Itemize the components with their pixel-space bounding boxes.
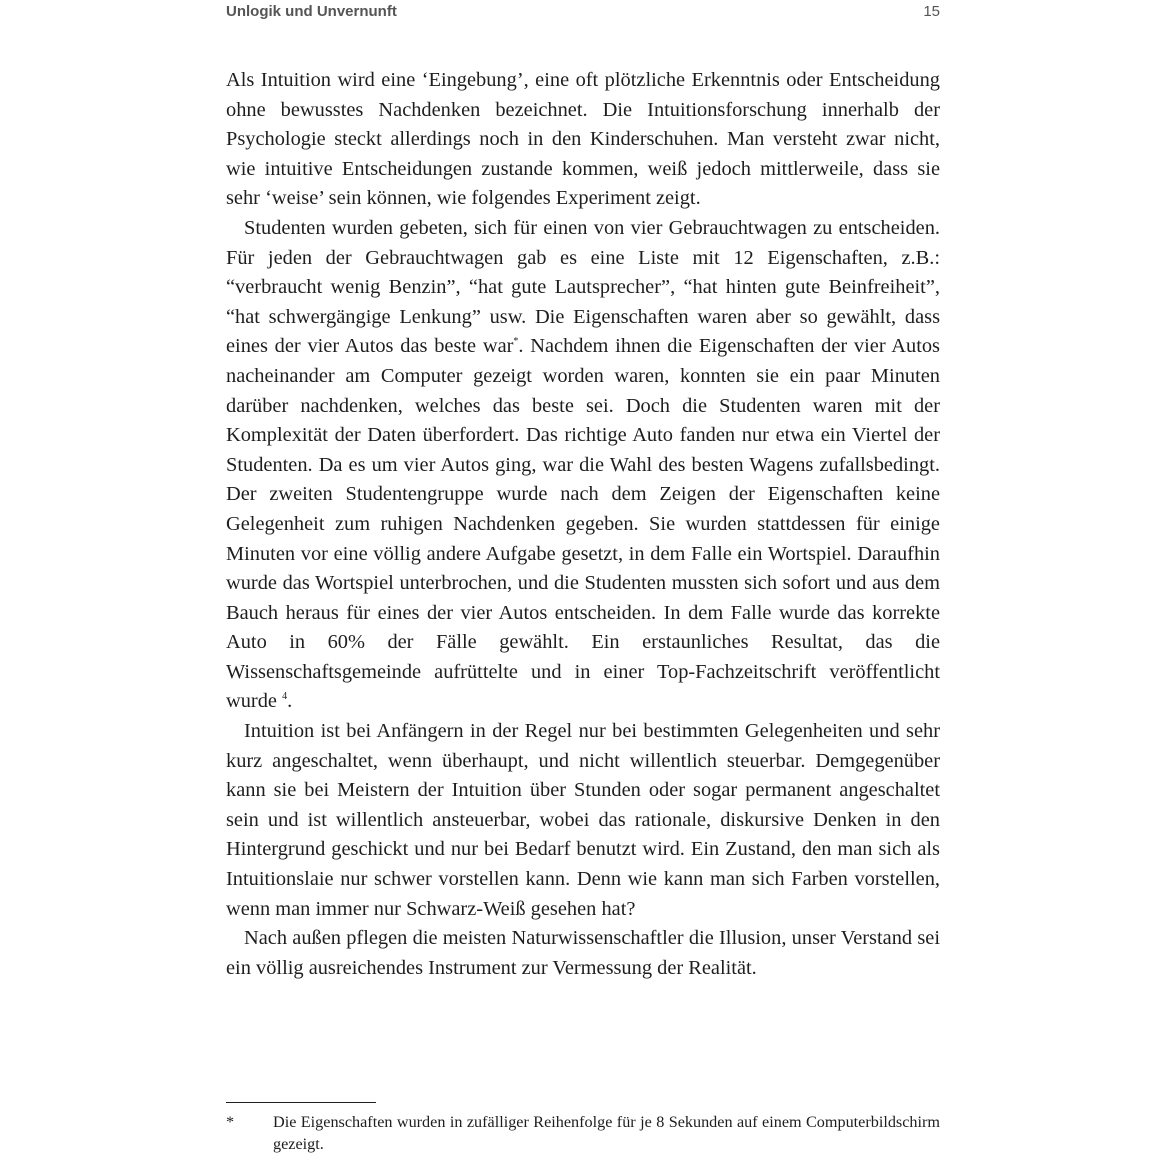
paragraph-experiment: [226, 214, 940, 717]
endnote-reference: 4: [282, 691, 288, 703]
footnote-text: Die Eigenschaften wurden in zufälliger Reihenfolge für je 8 Sekunden auf einem Computerbildschirm gezeigt.: [273, 1113, 940, 1153]
footnote-reference: *: [513, 336, 519, 348]
footnote-marker: *: [226, 1113, 235, 1131]
footnote: [226, 1112, 940, 1155]
page-number: 15: [923, 3, 940, 20]
paragraph-intuition-masters: Intuition ist bei Anfängern in der Regel nur bei bestimmten Gelegenheiten und sehr kurz angeschaltet, wenn überhaupt, und nicht willentlich steuerbar. Demgegenüber kann sie bei Meistern der Intuition über Stunden oder sogar permanent angeschaltet sein und ist willentlich ansteuerbar, wobei das rationale, diskursive Denken in den Hintergrund geschickt und nur bei Bedarf benutzt wird. Ein Zustand, den man sich als Intuitionslaie nur schwer vorstellen kann. Denn wie kann man sich Farben vorstellen, wenn man immer nur Schwarz-Weiß gesehen hat?: [226, 720, 940, 920]
paragraph-illusion: Nach außen pflegen die meisten Naturwissenschaftler die Illusion, unser Verstand sei ein völlig ausreichendes Instrument zur Vermessung der Realität.: [226, 927, 940, 979]
paragraph-experiment-part-c: .: [287, 690, 293, 713]
paragraph-experiment-part-a: Studenten wurden gebeten, sich für einen von vier Gebrauchtwagen zu entscheiden. Für jeden der Gebrauchtwagen gab es eine Liste mit 12 Eigenschaften, z.B.: “verbraucht wenig Benzin”, “hat gute Lautsprecher”, “hat hinten gute Beinfreiheit”, “hat schwergängige Lenkung” usw. Die Eigenschaften waren aber so gewählt, dass eines der vier Autos das beste war: [226, 216, 940, 358]
paragraph-experiment-part-b: . Nachdem ihnen die Eigenschaften der vier Autos nacheinander am Computer gezeigt worden waren, konnten sie ein paar Minuten darüber nachdenken, welches das beste sei. Doch die Studenten waren mit der Komplexität der Daten überfordert. Das richtige Auto fanden nur etwa ein Viertel der Studenten. Da es um vier Autos ging, war die Wahl des besten Wagens zufallsbedingt. Der zweiten Studentengruppe wurde nach dem Zeigen der Eigenschaften keine Gelegenheit zum ruhigen Nachdenken gegeben. Sie wurden stattdessen für einige Minuten vor eine völlig andere Aufgabe gesetzt, in dem Falle ein Wortspiel. Daraufhin wurde das Wortspiel unterbrochen, und die Studenten mussten sich sofort und aus dem Bauch heraus für eines der vier Autos entscheiden. In dem Falle wurde das korrekte Auto in 60% der Fälle gewählt. Ein erstaunliches Resultat, das die Wissenschaftsgemeinde aufrüttelte und in einer Top-Fachzeitschrift veröffentlicht wurde: [226, 335, 940, 713]
paragraph-intuition-definition: Als Intuition wird eine ‘Eingebung’, eine oft plötzliche Erkenntnis oder Entscheidung ohne bewusstes Nachdenken bezeichnet. Die Intuitionsforschung innerhalb der Psychologie steckt allerdings noch in den Kinderschuhen. Man versteht zwar nicht, wie intuitive Entscheidungen zustande kommen, weiß jedoch mittlerweile, dass sie sehr ‘weise’ sein können, wie folgendes Experiment zeigt.: [226, 69, 940, 210]
chapter-title: Unlogik und Unvernunft: [226, 3, 397, 20]
body-text: [226, 66, 940, 983]
footnote-divider: [226, 1102, 376, 1103]
book-page: [226, 0, 940, 1161]
running-header: [226, 3, 940, 25]
